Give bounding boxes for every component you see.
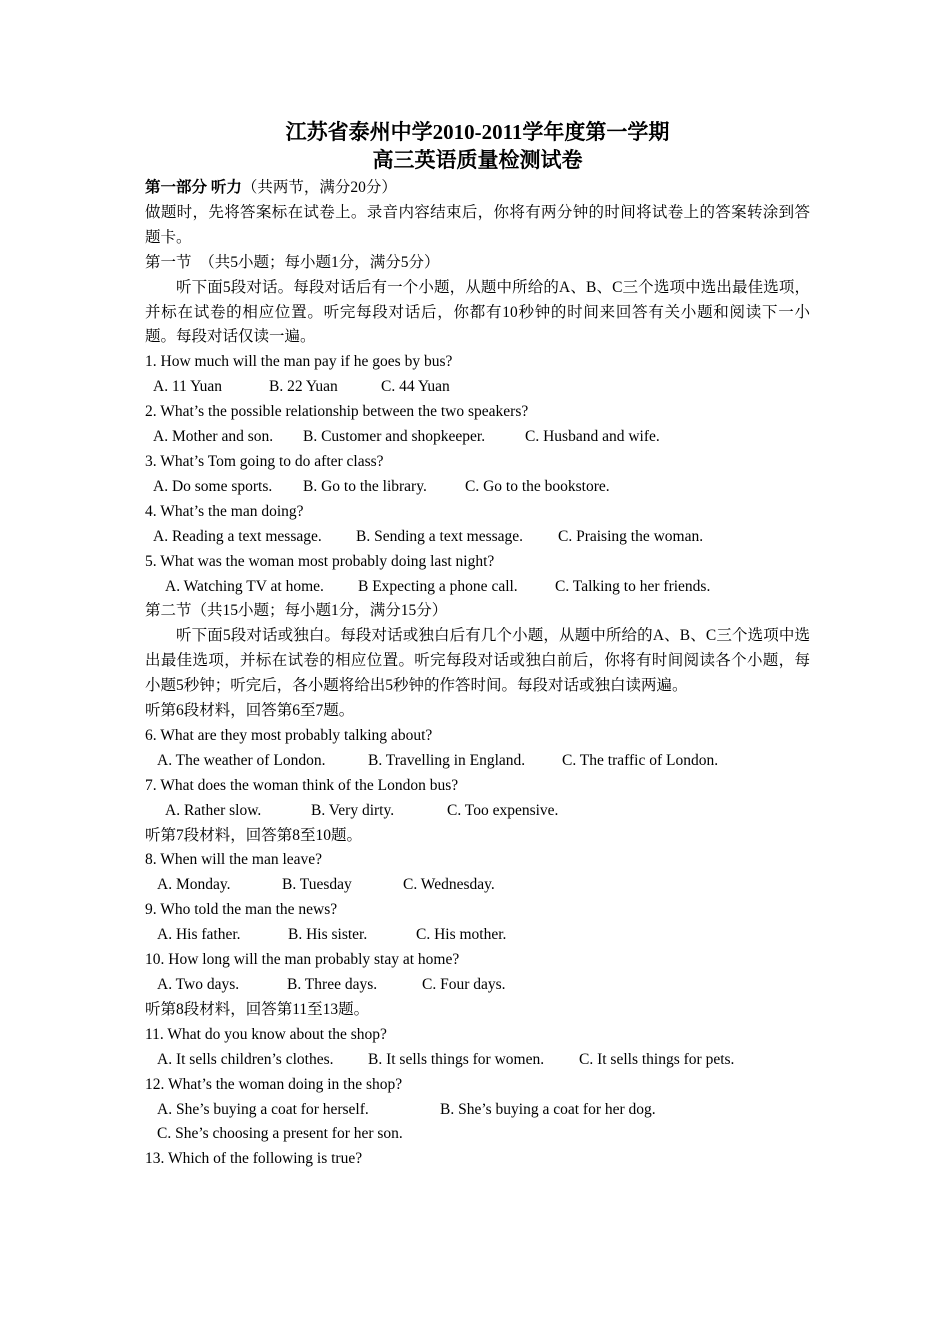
option-a: A. Monday.	[157, 876, 231, 894]
option-c: C. Husband and wife.	[525, 428, 660, 446]
option-a: A. Watching TV at home.	[165, 577, 324, 595]
part1-heading-line	[145, 176, 810, 201]
option-b: B. Three days.	[287, 976, 378, 993]
question-1: 1. How much will the man pay if he goes by bus?	[145, 353, 453, 371]
part1-heading: 第一部分 听力	[145, 179, 242, 196]
option-a: A. Reading a text message.	[153, 527, 322, 545]
instruction: 做题时，先将答案标在试卷上。录音内容结束后，你将有两分钟的时间将试卷上的答案转涂到答题卡。	[145, 203, 810, 246]
material-7-note: 听第7段材料，回答第8至10题。	[145, 826, 363, 844]
section2-heading: 第二节（共15小题；每小题1分，满分15分）	[145, 602, 448, 620]
option-a: A. She’s buying a coat for herself.	[157, 1100, 369, 1118]
option-b: B. Customer and shopkeeper.	[303, 428, 486, 446]
option-c: C. It sells things for pets.	[579, 1050, 735, 1068]
question-10-options	[145, 973, 810, 998]
question-5-options	[145, 575, 810, 600]
question-1-options	[145, 375, 810, 400]
question-3: 3. What’s Tom going to do after class?	[145, 452, 384, 470]
option-a: A. Rather slow.	[165, 801, 262, 819]
question-9: 9. Who told the man the news?	[145, 901, 338, 919]
option-a: A. Two days.	[157, 976, 240, 993]
question-5: 5. What was the woman most probably doing last night?	[145, 552, 495, 570]
option-b: B. Go to the library.	[303, 477, 427, 495]
option-b: B Expecting a phone call.	[358, 577, 518, 595]
option-c: C. Talking to her friends.	[555, 577, 711, 595]
question-11-options	[145, 1048, 810, 1073]
question-2-options	[145, 425, 810, 450]
exam-page	[145, 118, 810, 1172]
option-b: B. Sending a text message.	[356, 527, 524, 545]
question-8-options	[145, 873, 810, 898]
option-b: B. She’s buying a coat for her dog.	[440, 1100, 656, 1118]
question-8: 8. When will the man leave?	[145, 851, 323, 869]
question-6-options	[145, 749, 810, 774]
question-7: 7. What does the woman think of the London bus?	[145, 776, 459, 794]
exam-title-line2: 高三英语质量检测试卷	[372, 148, 583, 172]
question-12-options-row2	[145, 1122, 810, 1147]
question-12: 12. What’s the woman doing in the shop?	[145, 1075, 403, 1093]
option-c: C. She’s choosing a present for her son.	[157, 1125, 403, 1143]
option-b: B. Very dirty.	[311, 801, 395, 819]
option-c: C. Wednesday.	[403, 876, 495, 894]
option-c: C. Go to the bookstore.	[465, 477, 610, 495]
option-a: A. 11 Yuan	[153, 378, 223, 396]
question-4: 4. What’s the man doing?	[145, 502, 304, 520]
material-6-note: 听第6段材料，回答第6至7题。	[145, 702, 355, 720]
option-a: A. Mother and son.	[153, 428, 274, 446]
option-b: B. His sister.	[288, 926, 368, 944]
question-13: 13. Which of the following is true?	[145, 1150, 363, 1168]
question-2: 2. What’s the possible relationship between the two speakers?	[145, 403, 529, 421]
exam-title-line1: 江苏省泰州中学2010-2011学年度第一学期	[285, 120, 670, 144]
option-b: B. Tuesday	[282, 876, 352, 894]
option-a: A. The weather of London.	[157, 751, 326, 769]
question-9-options	[145, 923, 810, 948]
option-c: C. Praising the woman.	[558, 527, 704, 545]
question-10: 10. How long will the man probably stay at home?	[145, 951, 460, 969]
option-b: B. 22 Yuan	[269, 378, 338, 396]
option-c: C. The traffic of London.	[562, 751, 719, 769]
question-7-options	[145, 799, 810, 824]
option-b: B. Travelling in England.	[368, 751, 526, 769]
section2-instruction: 听下面5段对话或独白。每段对话或独白后有几个小题，从题中所给的A、B、C三个选项中选出最佳选项，并标在试卷的相应位置。听完每段对话或独白前后，你将有时间阅读各个小题，每小题5秒钟；听完后，各小题将给出5秒钟的作答时间。每段对话或独白读两遍。	[145, 627, 810, 695]
option-c: C. Four days.	[422, 976, 506, 993]
material-8-note: 听第8段材料，回答第11至13题。	[145, 1000, 370, 1018]
section1-instruction: 听下面5段对话。每段对话后有一个小题，从题中所给的A、B、C三个选项中选出最佳选项，并标在试卷的相应位置。听完每段对话后，你都有10秒钟的时间来回答有关小题和阅读下一小题。每段对话仅读一遍。	[145, 278, 810, 346]
question-12-options-row1	[145, 1098, 810, 1123]
question-11: 11. What do you know about the shop?	[145, 1025, 387, 1043]
section1-heading: 第一节 （共5小题；每小题1分，满分5分）	[145, 253, 440, 271]
question-4-options	[145, 525, 810, 550]
option-c: C. 44 Yuan	[381, 378, 450, 396]
part1-note: （共两节，满分20分）	[241, 179, 397, 196]
option-a: A. His father.	[157, 926, 241, 944]
option-c: C. His mother.	[416, 926, 507, 944]
question-3-options	[145, 475, 810, 500]
option-a: A. Do some sports.	[153, 477, 273, 495]
option-c: C. Too expensive.	[447, 801, 559, 819]
option-a: A. It sells children’s clothes.	[157, 1050, 334, 1068]
question-6: 6. What are they most probably talking about?	[145, 726, 433, 744]
option-b: B. It sells things for women.	[368, 1050, 545, 1068]
